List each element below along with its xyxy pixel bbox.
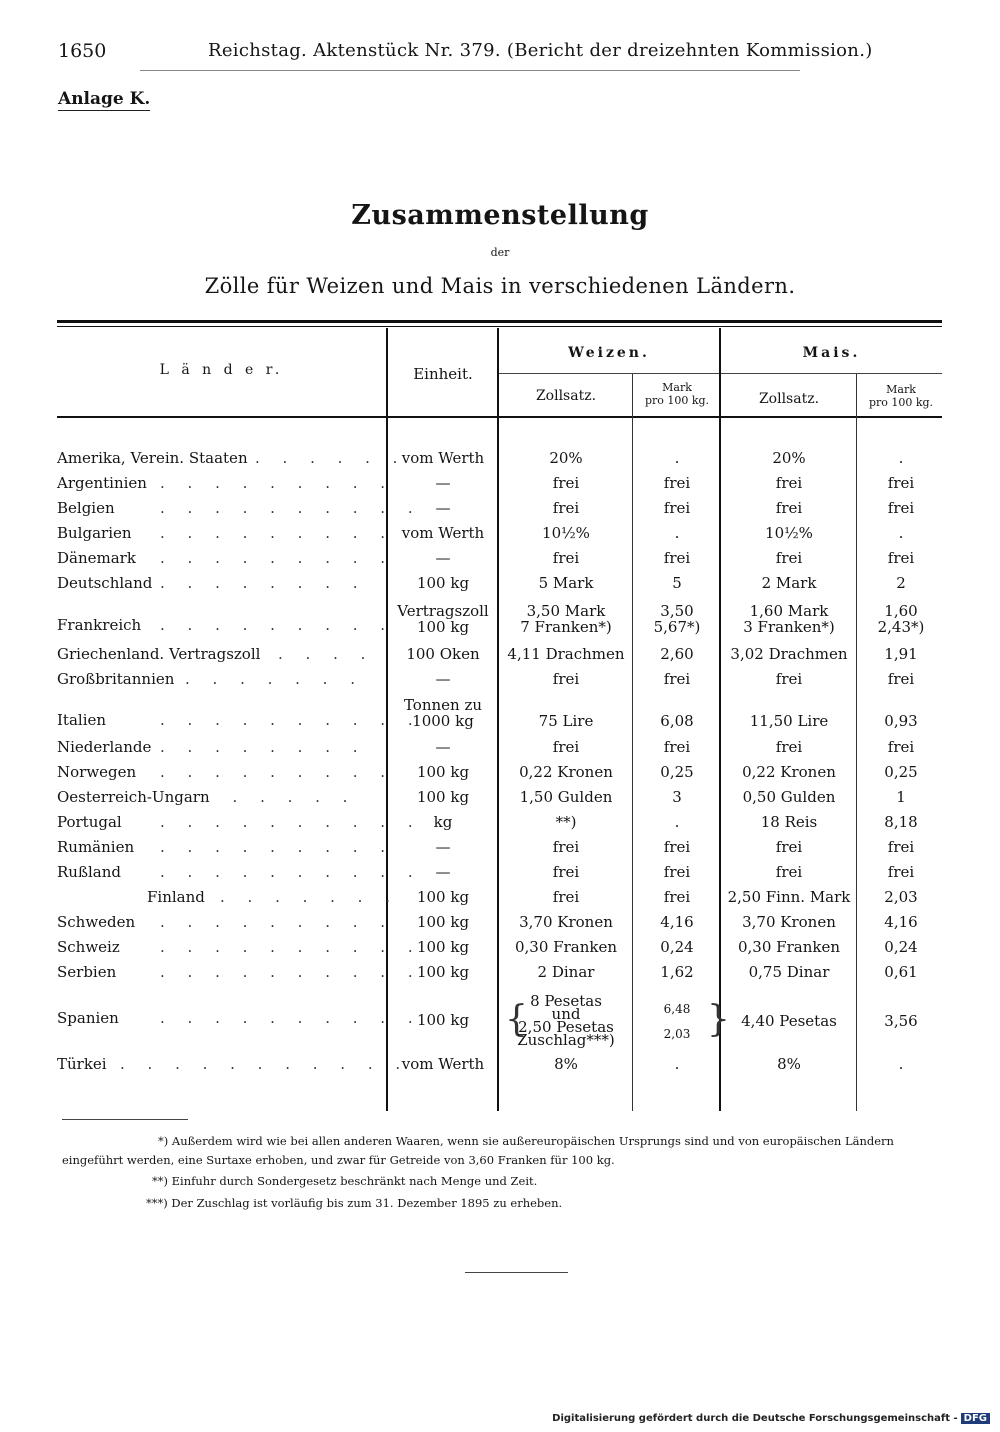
appendix-label: Anlage K. [58,89,151,109]
maize-mark: 2 [896,574,906,592]
leader-dots: . . . . . . . . . [160,549,395,567]
maize-mark: frei [887,499,915,517]
maize-mark: 8,18 [884,813,918,831]
title-connector: der [490,246,510,259]
wheat-mark: 0,25 [660,763,694,781]
header-wheat-mark-line1: Mark [662,381,692,394]
country-name: Portugal [57,813,122,831]
country-name: Niederlande [57,738,152,756]
wheat-duty: 0,30 Franken [515,938,617,956]
footnote-1-line2: eingeführt werden, eine Surtaxe erhoben, und zwar für Getreide von 3,60 Franken für 100 kg. [62,1153,615,1167]
wheat-mark: frei [663,888,691,906]
unit: 100 Oken [406,645,480,663]
maize-duty: 4,40 Pesetas [741,1012,837,1030]
table-row [0,549,1000,577]
leader-dots: . . . . . . . . . [160,838,395,856]
country-name: Rußland [57,863,121,881]
dfg-logo: DFG [961,1413,990,1424]
unit: 100 kg [416,618,470,636]
leader-dots: . . . . . . [205,788,357,806]
unit: — [435,499,451,517]
wheat-duty: 0,22 Kronen [519,763,613,781]
country-name: Serbien [57,963,117,981]
wheat-duty: 4,11 Drachmen [507,645,625,663]
wheat-duty: 10½% [542,524,590,542]
leader-dots: . . . . . . . . . . [160,963,422,981]
wheat-duty: 5 Mark [538,574,594,592]
table-row [0,574,1000,602]
table-row [0,863,1000,891]
wheat-duty: 7 Franken*) [520,618,612,636]
maize-mark: 0,25 [884,763,918,781]
maize-mark: frei [887,549,915,567]
country-name: Spanien [57,1009,119,1027]
leader-dots: . . . . . . . . [160,738,367,756]
wheat-mark: 5,67*) [653,618,701,636]
wheat-mark: 1,62 [660,963,694,981]
leader-dots: . . . . . . . . . [160,913,395,931]
unit: vom Werth [401,449,485,467]
unit: 100 kg [416,913,470,931]
running-title: Reichstag. Aktenstück Nr. 379. (Bericht der dreizehnten Kommission.) [208,40,873,61]
maize-duty: 20% [772,449,806,467]
maize-mark-note: 1,60 [884,602,918,620]
wheat-mark: . [674,524,680,542]
unit-note: Tonnen zu [403,696,483,714]
wheat-mark: frei [663,863,691,881]
country-name: Rumänien [57,838,135,856]
footer-text: Digitalisierung gefördert durch die Deutsche Forschungsgemeinschaft - [552,1413,958,1424]
wheat-duty-note: 3,50 Mark [526,602,606,620]
unit: — [435,474,451,492]
country-name: Norwegen [57,763,137,781]
maize-duty: 3,02 Drachmen [730,645,848,663]
wheat-duty-line3: 2,50 Pesetas [518,1018,614,1036]
maize-duty: 10½% [765,524,813,542]
maize-mark: frei [887,474,915,492]
wheat-mark-line2: 2,03 [663,1027,691,1041]
table-row [0,788,1000,816]
footnote-1-line1: *) Außerdem wird wie bei allen anderen Waaren, wenn sie außereuropäischen Ursprungs sind und von europäischen Ländern [158,1134,894,1148]
leader-dots: . . . . . . . . . [160,524,395,542]
country-name: Dänemark [57,549,136,567]
maize-duty: frei [775,738,803,756]
wheat-duty: frei [552,888,580,906]
wheat-duty-line4: Zuschlag***) [517,1031,615,1049]
header-rule [140,70,800,71]
maize-duty: frei [775,474,803,492]
wheat-mark-note: 3,50 [660,602,694,620]
leader-dots: . . . . . . . . . . [160,711,422,729]
wheat-duty: 20% [549,449,583,467]
country-name: Finland [147,888,205,906]
header-land: L ä n d e r. [159,362,284,378]
running-header [58,40,938,64]
maize-mark: . [898,449,904,467]
table-row [0,763,1000,791]
unit: 100 kg [416,763,470,781]
table-row [0,838,1000,866]
maize-mark: 2,43*) [877,618,925,636]
maize-duty: 2,50 Finn. Mark [727,888,851,906]
country-name: Argentinien [57,474,147,492]
header-unit: Einheit. [413,365,473,383]
header-maize-mark-line2: pro 100 kg. [868,396,934,409]
maize-mark: 4,16 [884,913,918,931]
country-name: Schweiz [57,938,120,956]
maize-duty: 8% [777,1055,801,1073]
wheat-duty: frei [552,499,580,517]
unit: 100 kg [416,938,470,956]
header-wheat: Weizen. [568,345,650,361]
footnote-2: **) Einfuhr durch Sondergesetz beschränkt nach Menge und Zeit. [152,1174,538,1188]
leader-dots: . . . . . . . . . . [160,499,422,517]
leader-dots: . . . . . . . . [160,574,367,592]
wheat-mark: frei [663,474,691,492]
maize-duty: 0,22 Kronen [742,763,836,781]
table-row [0,645,1000,673]
country-name: Griechenland. Vertragszoll [57,645,261,663]
unit: — [435,670,451,688]
header-maize-mark-line1: Mark [886,383,916,396]
unit: 100 kg [416,574,470,592]
maize-duty: 0,50 Gulden [742,788,836,806]
leader-dots: . . . . . . . . . . [160,813,422,831]
maize-mark: . [898,1055,904,1073]
table-row [0,474,1000,502]
wheat-mark: frei [663,838,691,856]
footnote-3: ***) Der Zuschlag ist vorläufig bis zum 31. Dezember 1895 zu erheben. [146,1196,563,1210]
wheat-mark: . [674,1055,680,1073]
header-wheat-mark [634,381,720,407]
country-name: Schweden [57,913,136,931]
maize-mark: 1 [896,788,906,806]
wheat-duty: 1,50 Gulden [519,788,613,806]
maize-mark: 0,93 [884,712,918,730]
country-name: Oesterreich-Ungarn [57,788,210,806]
country-name: Italien [57,711,107,729]
maize-duty: 18 Reis [760,813,818,831]
wheat-duty: frei [552,549,580,567]
leader-dots: . . . . . . . [220,888,399,906]
wheat-duty: 2 Dinar [537,963,595,981]
unit: vom Werth [401,1055,485,1073]
country-name: Bulgarien [57,524,132,542]
header-wheat-duty: Zollsatz. [535,388,597,404]
country-name: Großbritannien [57,670,175,688]
table-row [0,449,1000,477]
unit: — [435,863,451,881]
leader-dots: . . . . . . . . . [160,616,395,634]
wheat-duty: frei [552,838,580,856]
table-row [0,938,1000,966]
wheat-duty: frei [552,863,580,881]
wheat-duty: 8% [554,1055,578,1073]
maize-duty: 11,50 Lire [749,712,829,730]
maize-duty-note: 1,60 Mark [749,602,829,620]
unit: 100 kg [416,788,470,806]
wheat-mark: frei [663,549,691,567]
wheat-mark: frei [663,738,691,756]
header-maize: Mais. [802,345,861,361]
table-top-rule-thin [57,326,942,327]
unit: — [435,738,451,756]
country-name: Türkei [57,1055,107,1073]
maize-mark: 2,03 [884,888,918,906]
table-row [0,913,1000,941]
wheat-duty: frei [552,474,580,492]
maize-mark: 0,24 [884,938,918,956]
brace-left-icon: { [505,999,528,1040]
unit: vom Werth [401,524,485,542]
maize-duty: frei [775,670,803,688]
maize-duty: 3,70 Kronen [742,913,836,931]
wheat-mark: 4,16 [660,913,694,931]
maize-mark: frei [887,670,915,688]
footnote-rule [62,1119,188,1120]
table-row [0,524,1000,552]
unit: 100 kg [416,888,470,906]
document-subtitle: Zölle für Weizen und Mais in verschiedenen Ländern. [204,274,796,298]
wheat-mark: . [674,449,680,467]
wheat-duty: **) [555,813,577,831]
table-row [0,963,1000,991]
wheat-duty: 75 Lire [538,712,594,730]
header-maize-mark [858,383,944,409]
digitization-footer [552,1413,990,1424]
leader-dots: . . . . . . . . . . [160,863,422,881]
header-maize-duty: Zollsatz. [758,391,820,407]
maize-duty: 0,75 Dinar [748,963,830,981]
leader-dots: . . . . . . . . . . . [120,1055,410,1073]
unit: 100 kg [416,1011,470,1029]
country-name: Frankreich [57,616,142,634]
wheat-mark: frei [663,499,691,517]
wheat-mark: . [674,813,680,831]
table-row [0,813,1000,841]
unit: — [435,549,451,567]
country-name: Deutschland [57,574,153,592]
table-row [0,888,1000,916]
unit-note: Vertragszoll [397,602,489,620]
wheat-mark: 2,60 [660,645,694,663]
maize-mark: 3,56 [884,1012,918,1030]
wheat-mark: 6,08 [660,712,694,730]
maize-duty: frei [775,549,803,567]
wheat-mark: 3 [672,788,682,806]
unit: 1000 kg [412,712,474,730]
table-row [0,696,1000,736]
document-title: Zusammenstellung [351,200,649,231]
unit: kg [433,813,453,831]
leader-dots: . . . . [278,645,375,663]
maize-duty: frei [775,863,803,881]
leader-dots: . . . . . . [255,449,407,467]
leader-dots: . . . . . . . . . [160,474,395,492]
wheat-duty: frei [552,738,580,756]
country-name: Amerika, Verein. Staaten [57,449,248,467]
header-wheat-mark-line2: pro 100 kg. [644,394,710,407]
maize-duty: 2 Mark [761,574,817,592]
table-row [0,1055,1000,1083]
wheat-mark: 0,24 [660,938,694,956]
table-row [0,602,1000,642]
wheat-duty-line1: 8 Pesetas [530,992,602,1010]
unit: — [435,838,451,856]
leader-dots: . . . . . . . . . [160,763,395,781]
maize-duty: frei [775,838,803,856]
table-row [0,738,1000,766]
leader-dots: . . . . . . . . . . [160,938,422,956]
wheat-mark: 5 [672,574,682,592]
leader-dots: . . . . . . . [185,670,364,688]
table-row [0,499,1000,527]
brace-right-icon: } [707,999,730,1040]
unit: 100 kg [416,963,470,981]
wheat-mark: frei [663,670,691,688]
wheat-mark-line1: 6,48 [663,1002,691,1016]
page-number: 1650 [58,40,107,62]
wheat-duty: 3,70 Kronen [519,913,613,931]
maize-mark: 1,91 [884,645,918,663]
maize-mark: frei [887,738,915,756]
table-top-rule [57,320,942,323]
country-name: Belgien [57,499,115,517]
maize-mark: frei [887,838,915,856]
maize-mark: 0,61 [884,963,918,981]
wheat-duty-line2: und [551,1005,581,1023]
maize-mark: frei [887,863,915,881]
closing-rule [465,1272,568,1273]
maize-mark: . [898,524,904,542]
maize-duty: 3 Franken*) [743,618,835,636]
wheat-duty: frei [552,670,580,688]
maize-duty: 0,30 Franken [738,938,840,956]
maize-duty: frei [775,499,803,517]
header-bottom-rule [57,416,942,418]
leader-dots: . . . . . . . . . . [160,1009,422,1027]
table-row [0,992,1000,1052]
table-row [0,670,1000,698]
